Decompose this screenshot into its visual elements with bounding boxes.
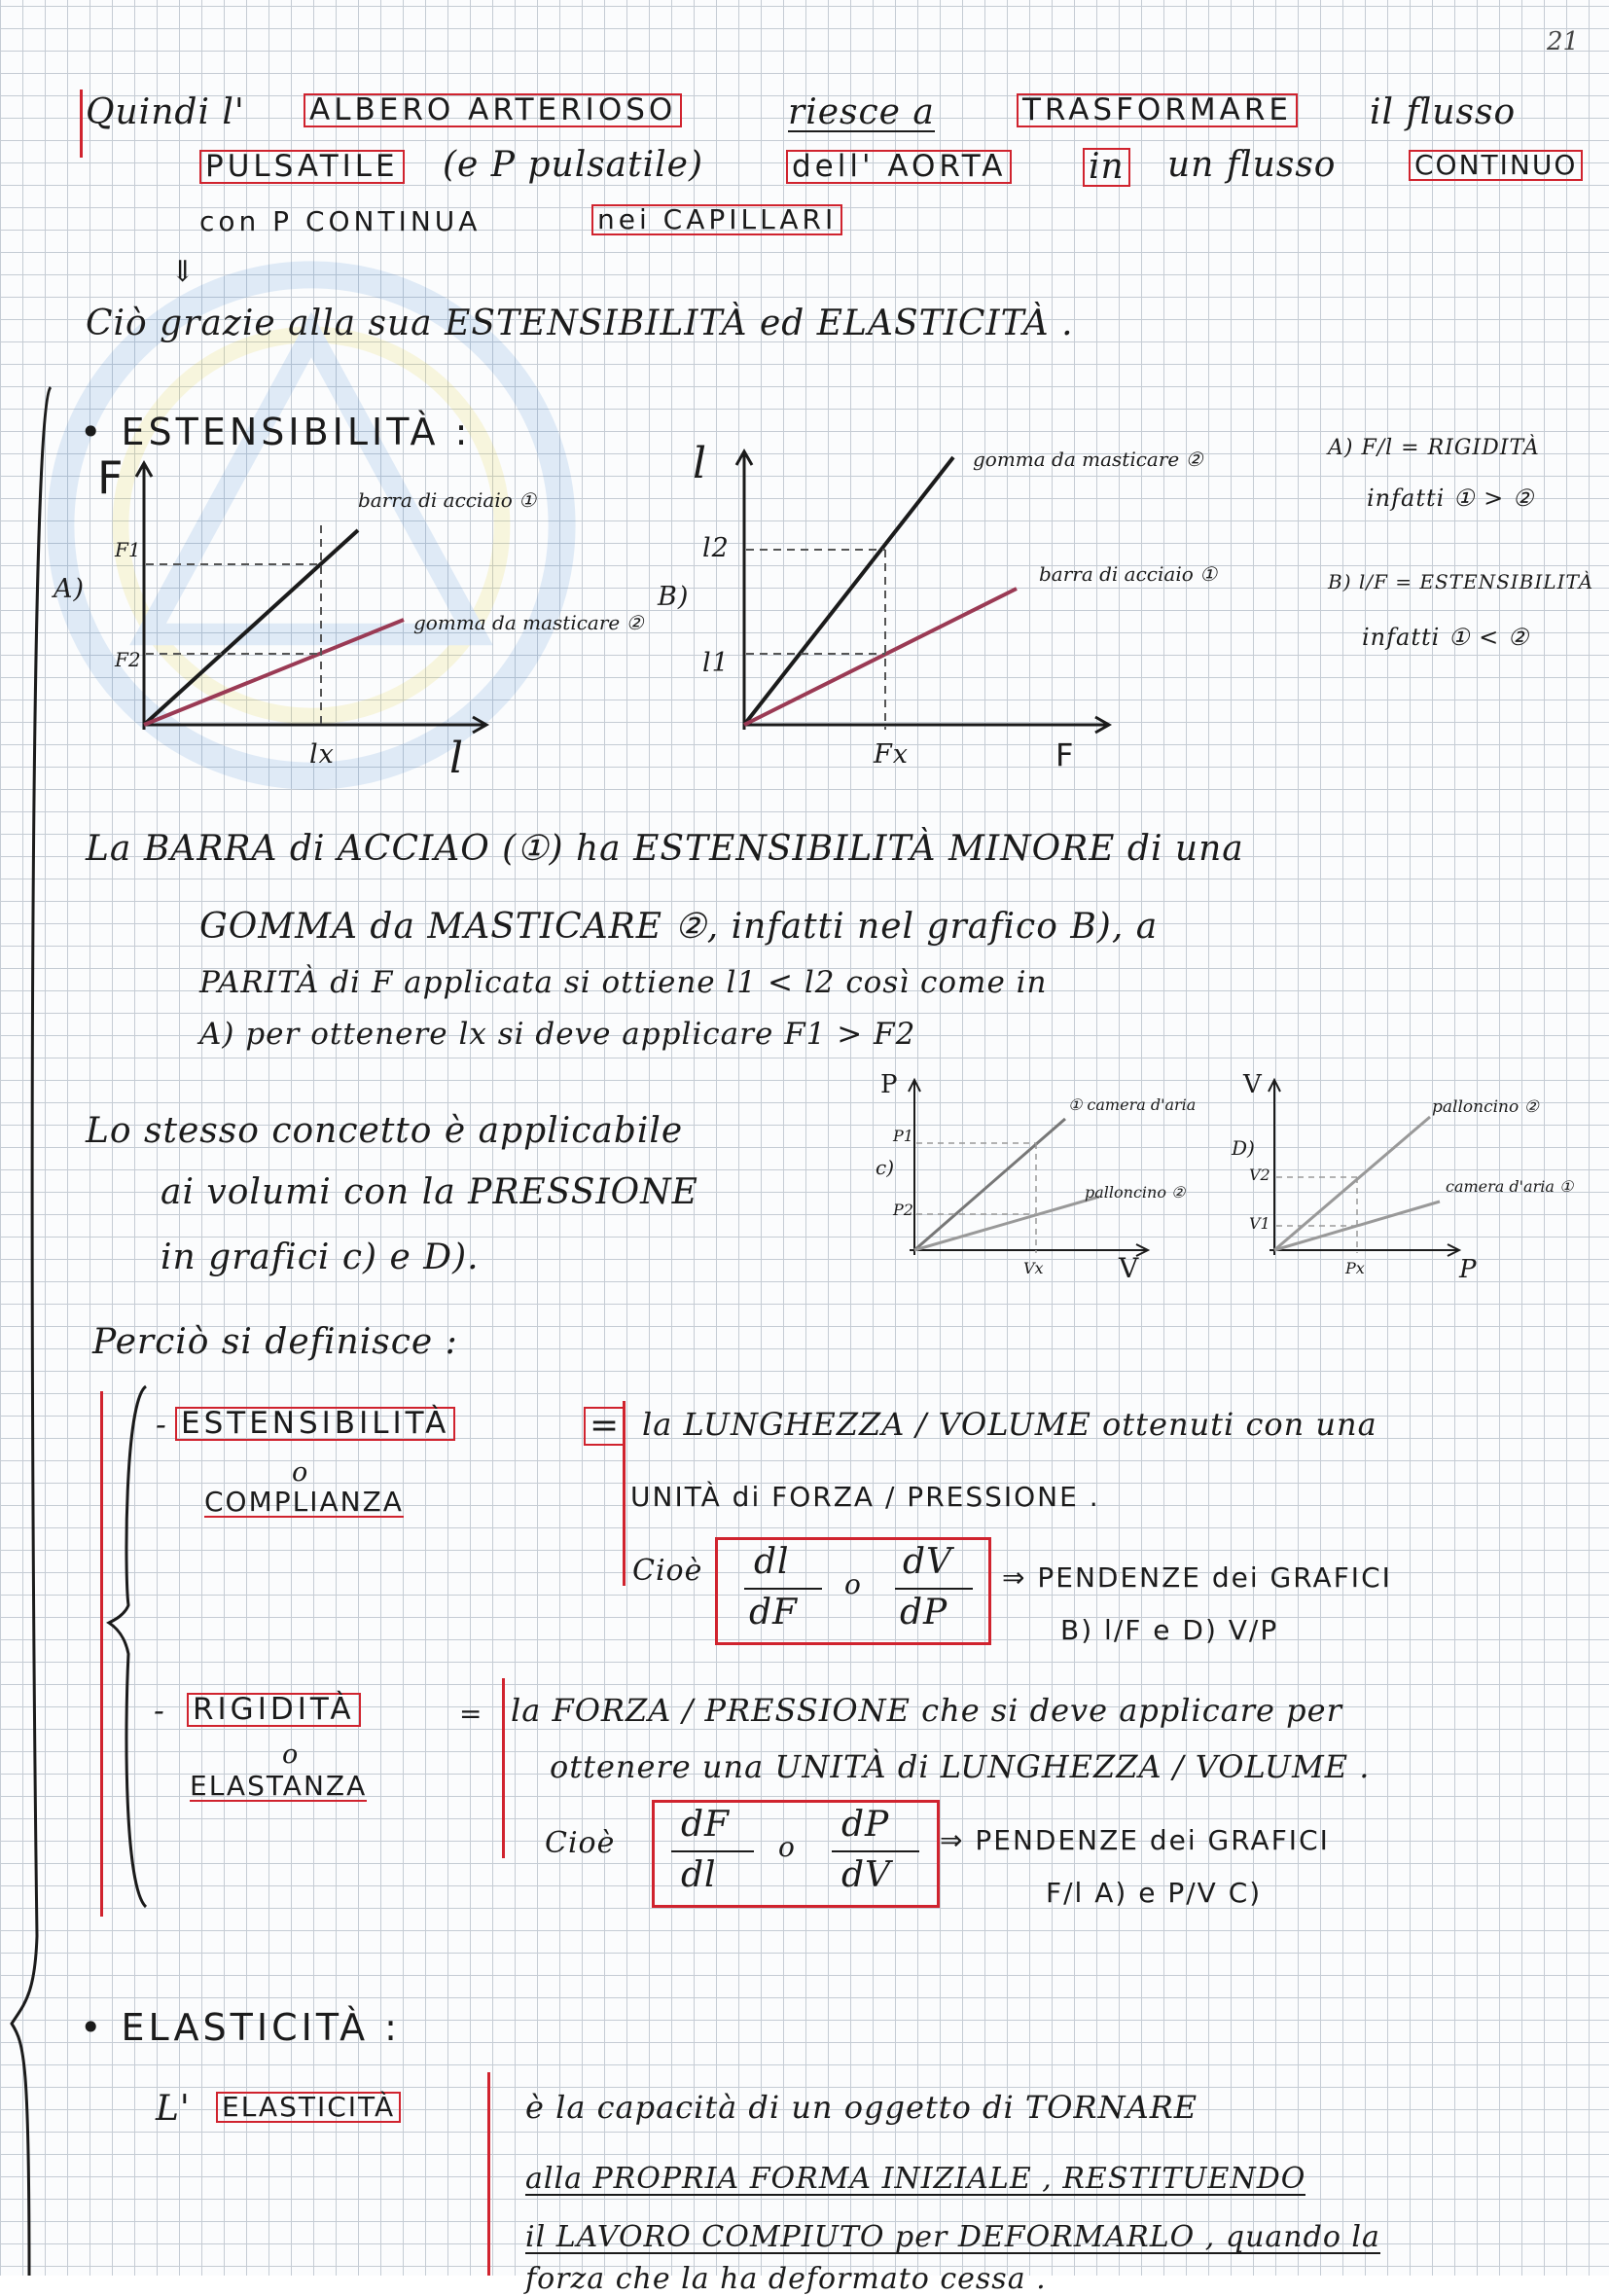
graph-d-tick-px: Px xyxy=(1345,1259,1365,1277)
elast-term: ELASTICITÀ xyxy=(216,2092,401,2123)
graph-c-label-tube: ① camera d'aria xyxy=(1068,1095,1197,1114)
def2-term2: ELASTANZA xyxy=(190,1770,368,1802)
graph-c-tick-p1: P1 xyxy=(893,1127,913,1145)
graph-a-label-gum: gomma da masticare ② xyxy=(413,611,644,634)
intro-word: Quindi l' xyxy=(86,92,245,132)
para1-line4: A) per ottenere lx si deve applicare F1 > F2 xyxy=(199,1017,916,1052)
def2-f1-bar xyxy=(671,1850,754,1852)
def1-term: ESTENSIBILITÀ xyxy=(175,1407,455,1441)
def1-f1-bar xyxy=(744,1588,822,1590)
def2-term: RIGIDITÀ xyxy=(187,1693,361,1727)
def1-term2: COMPLIANZA xyxy=(204,1486,404,1518)
definisce-heading: Perciò si definisce : xyxy=(92,1322,458,1362)
side-note-b2: infatti ① < ② xyxy=(1362,624,1530,651)
highlight-trasformare: TRASFORMARE xyxy=(1017,93,1298,127)
highlight-albero-arterioso: ALBERO ARTERIOSO xyxy=(304,93,682,127)
graph-a-tick-f2: F2 xyxy=(115,648,141,671)
graph-d-label: D) xyxy=(1232,1136,1255,1160)
intro-paren: (e P pulsatile) xyxy=(443,145,703,185)
graph-b-xaxis: F xyxy=(1055,736,1078,773)
elast-line1: è la capacità di un oggetto di TORNARE xyxy=(525,2089,1198,2126)
para2-line2: ai volumi con la PRESSIONE xyxy=(161,1172,698,1212)
graph-b-label-gum: gomma da masticare ② xyxy=(973,448,1203,471)
graph-a-label-steel: barra di acciaio ① xyxy=(358,488,537,512)
def1-text2: UNITÀ di FORZA / PRESSIONE . xyxy=(630,1481,1100,1513)
graph-a-tick-f1: F1 xyxy=(115,538,141,561)
def1-f1-num: dl xyxy=(754,1542,790,1582)
graph-b-tick-l2: l2 xyxy=(702,533,730,563)
elast-line2: alla PROPRIA FORMA INIZIALE , RESTITUENDO xyxy=(525,2162,1306,2196)
def2-equals: = xyxy=(459,1698,483,1730)
graph-b-tick-fx: Fx xyxy=(874,739,909,770)
graph-d-tick-v1: V1 xyxy=(1249,1214,1270,1233)
def2-f1-num: dF xyxy=(681,1805,731,1845)
intro-conclusion: Ciò grazie alla sua ESTENSIBILITÀ ed ELASTICITÀ . xyxy=(86,304,1074,343)
def2-f2-num: dP xyxy=(841,1805,890,1845)
graph-d-xaxis: P xyxy=(1459,1255,1478,1284)
intro-word: riesce a xyxy=(788,92,935,132)
para1-line2: GOMMA da MASTICARE ②, infatti nel grafico B), a xyxy=(199,907,1159,947)
elast-line4: forza che la ha deformato cessa . xyxy=(525,2262,1047,2296)
para1-line3: PARITÀ di F applicata si ottiene l1 < l2 così come in xyxy=(199,965,1048,1000)
def2-text1: la FORZA / PRESSIONE che si deve applicare per xyxy=(511,1692,1342,1729)
intro-word: con P CONTINUA xyxy=(199,205,482,237)
intro-word: un flusso xyxy=(1167,145,1337,185)
down-arrow: ⇓ xyxy=(170,255,197,289)
def2-or: o xyxy=(282,1740,300,1770)
def2-f2-bar xyxy=(832,1850,919,1852)
def2-arrow-text: ⇒ PENDENZE dei GRAFICI xyxy=(940,1824,1330,1856)
graph-c-label-balloon: palloncino ② xyxy=(1085,1183,1186,1202)
def1-cioe: Cioè xyxy=(632,1554,703,1588)
highlight-aorta: dell' AORTA xyxy=(786,150,1012,184)
para2-line3: in grafici c) e D). xyxy=(161,1238,480,1277)
def2-or-sym: o xyxy=(778,1831,796,1863)
graph-c-yaxis: P xyxy=(880,1070,899,1099)
graph-c-tick-vx: Vx xyxy=(1023,1259,1044,1277)
def1-f2-den: dP xyxy=(900,1593,948,1632)
intro-word: il flusso xyxy=(1370,92,1517,132)
def2-cioe: Cioè xyxy=(545,1826,616,1860)
graph-d-tick-v2: V2 xyxy=(1249,1166,1270,1184)
def1-f2-num: dV xyxy=(903,1542,953,1582)
def2-text2: ottenere una UNITÀ di LUNGHEZZA / VOLUME . xyxy=(550,1748,1371,1785)
graph-a-yaxis: F xyxy=(97,451,127,504)
graph-d-label-balloon: palloncino ② xyxy=(1432,1097,1539,1117)
def1-graphs: B) l/F e D) V/P xyxy=(1060,1614,1279,1646)
highlight-continuo: CONTINUO xyxy=(1409,150,1583,181)
highlight-in: in xyxy=(1083,148,1130,187)
graph-b-yaxis: l xyxy=(693,439,708,488)
side-note-b1: B) l/F = ESTENSIBILITÀ xyxy=(1328,570,1594,593)
para1-line1: La BARRA di ACCIAO (①) ha ESTENSIBILITÀ MINORE di una xyxy=(86,829,1244,869)
highlight-pulsatile: PULSATILE xyxy=(199,150,405,184)
side-note-a2: infatti ① > ② xyxy=(1367,484,1535,512)
elast-line3: il LAVORO COMPIUTO per DEFORMARLO , quando la xyxy=(525,2220,1380,2254)
graph-d-label-tube: camera d'aria ① xyxy=(1446,1177,1574,1196)
def1-f2-bar xyxy=(895,1588,973,1590)
highlight-capillari: nei CAPILLARI xyxy=(591,204,842,235)
graph-b-tick-l1: l1 xyxy=(702,648,730,678)
def2-dash: - xyxy=(154,1692,165,1729)
graph-a-xaxis: l xyxy=(449,734,465,783)
def1-arrow-text: ⇒ PENDENZE dei GRAFICI xyxy=(1002,1561,1392,1594)
def1-dash: - xyxy=(156,1406,167,1443)
section-title-estensibilita: • ESTENSIBILITÀ : xyxy=(80,411,472,453)
graph-c-tick-p2: P2 xyxy=(893,1201,913,1219)
def2-f2-den: dV xyxy=(841,1855,892,1895)
graph-c-xaxis: V xyxy=(1119,1252,1140,1284)
def1-or-sym: o xyxy=(844,1568,862,1600)
def1-or: o xyxy=(292,1457,309,1488)
def1-text1: la LUNGHEZZA / VOLUME ottenuti con una xyxy=(642,1406,1377,1443)
section-title-elasticita: • ELASTICITÀ : xyxy=(80,2006,401,2049)
graph-b-label-steel: barra di acciaio ① xyxy=(1039,562,1218,586)
graph-a-label: A) xyxy=(54,574,86,604)
graph-d-yaxis: V xyxy=(1243,1070,1263,1099)
def1-f1-den: dF xyxy=(749,1593,799,1632)
elast-prefix: L' xyxy=(156,2089,191,2129)
para2-line1: Lo stesso concetto è applicabile xyxy=(86,1111,684,1151)
def2-f1-den: dl xyxy=(681,1855,717,1895)
side-note-a1: A) F/l = RIGIDITÀ xyxy=(1328,436,1540,460)
def1-equals: = xyxy=(584,1407,626,1446)
graph-b-label: B) xyxy=(658,582,690,612)
graph-a-tick-lx: lx xyxy=(309,739,335,770)
page-number: 21 xyxy=(1547,27,1580,56)
def2-graphs: F/l A) e P/V C) xyxy=(1046,1877,1263,1909)
graph-c-label: c) xyxy=(876,1156,895,1179)
